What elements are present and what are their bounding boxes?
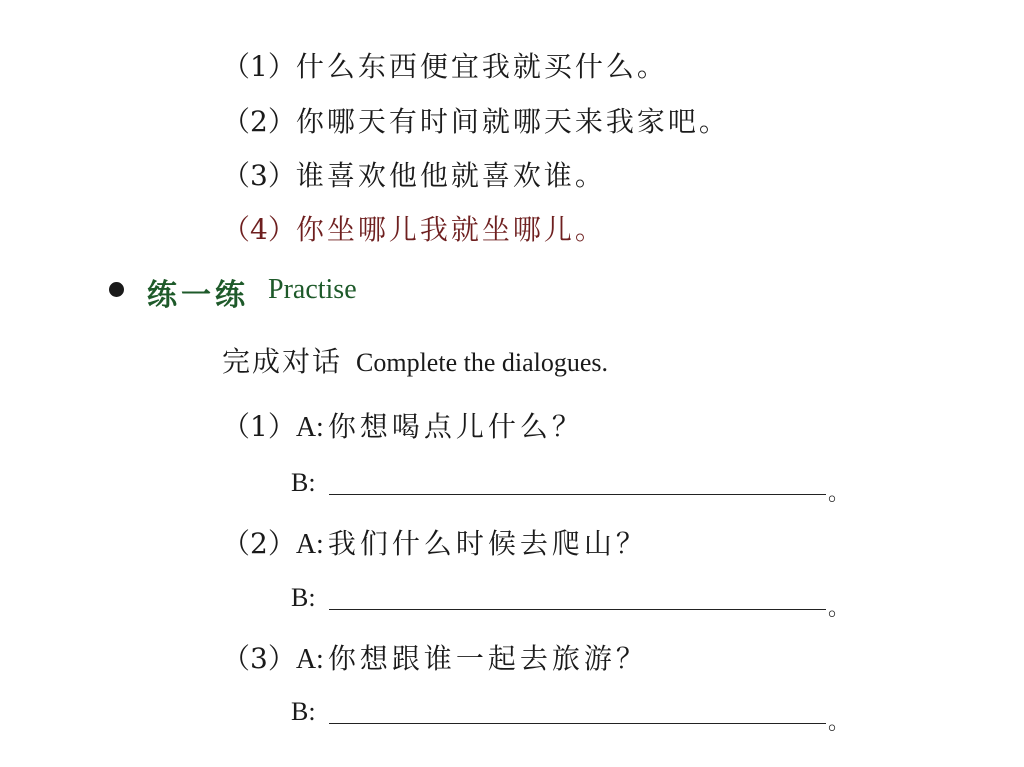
- example-number: （2）: [222, 105, 296, 138]
- period-mark: 。: [828, 596, 851, 621]
- question-text: 我们什么时候去爬山？: [327, 527, 648, 560]
- example-text: 你坐哪儿我就坐哪儿。: [295, 213, 606, 246]
- instruction: [222, 340, 608, 380]
- dialogue-3-question: [222, 637, 648, 677]
- example-line-1: [222, 45, 668, 85]
- dialogue-number: （1）: [222, 410, 296, 443]
- example-line-2: [222, 100, 730, 140]
- example-number: （1）: [222, 50, 296, 83]
- bullet-icon: [109, 282, 124, 297]
- answer-blank[interactable]: [329, 723, 826, 724]
- period-mark: 。: [828, 481, 851, 506]
- dialogue-number: （2）: [222, 527, 296, 560]
- speaker-a: A:: [295, 412, 324, 443]
- period-mark: 。: [828, 710, 851, 735]
- example-number: （3）: [222, 159, 296, 192]
- speaker-b: B:: [291, 583, 316, 612]
- speaker-a: A:: [295, 529, 324, 560]
- speaker-b: B:: [291, 697, 316, 726]
- speaker-b: B:: [291, 468, 316, 497]
- dialogue-1-question: [222, 405, 584, 445]
- example-text: 谁喜欢他他就喜欢谁。: [295, 159, 606, 192]
- answer-blank[interactable]: [329, 609, 826, 610]
- question-text: 你想喝点儿什么？: [327, 410, 584, 443]
- instruction-cn: 完成对话: [222, 345, 343, 378]
- question-text: 你想跟谁一起去旅游？: [327, 642, 648, 675]
- instruction-en: Complete the dialogues.: [356, 348, 609, 377]
- example-text: 你哪天有时间就哪天来我家吧。: [295, 105, 730, 138]
- dialogue-2-question: [222, 522, 648, 562]
- dialogue-number: （3）: [222, 642, 296, 675]
- example-line-3: [222, 154, 606, 194]
- example-text: 什么东西便宜我就买什么。: [295, 50, 668, 83]
- example-number: （4）: [222, 213, 296, 246]
- speaker-a: A:: [295, 644, 324, 675]
- practice-heading-en: Practise: [268, 274, 357, 305]
- example-line-4: [222, 208, 606, 248]
- answer-blank[interactable]: [329, 494, 826, 495]
- practice-heading-cn: 练一练: [147, 278, 249, 313]
